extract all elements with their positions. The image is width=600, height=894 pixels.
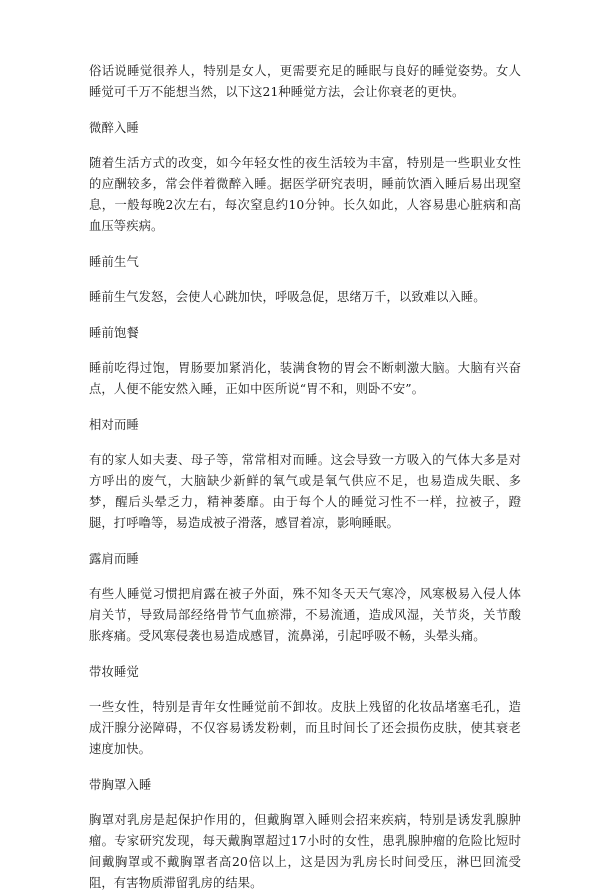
section-heading: 露肩而睡 [89, 552, 139, 566]
section-paragraph: 有些人睡觉习惯把肩露在被子外面，殊不知冬天天气寒冷，风寒极易入侵人体肩关节，导致局部经络骨节气血瘀滞，不易流通，造成风湿，关节炎，关节酸胀疼痛。受风寒侵袭也易造成感冒，流鼻涕，引起呼吸不畅，头晕头痛。 [89, 587, 521, 643]
section-heading: 相对而睡 [89, 418, 139, 432]
section-paragraph: 随着生活方式的改变，如今年轻女性的夜生活较为丰富，特别是一些职业女性的应酬较多，常会伴着微醉入睡。据医学研究表明，睡前饮酒入睡后易出现窒息，一般每晚2次左右，每次窒息约10分钟。长久如此，人容易患心脏病和高血压等疾病。 [89, 156, 521, 233]
section-heading: 微醉入睡 [89, 121, 139, 135]
section-paragraph: 睡前生气发怒，会使人心跳加快，呼吸急促，思绪万千，以致难以入睡。 [89, 290, 486, 304]
section-heading: 带妆睡觉 [89, 665, 139, 679]
section-paragraph: 胸罩对乳房是起保护作用的，但戴胸罩入睡则会招来疾病，特别是诱发乳腺肿瘤。专家研究发现，每天戴胸罩超过17小时的女性，患乳腺肿瘤的危险比短时间戴胸罩或不戴胸罩者高20倍以上，这是因为乳房长时间受压，淋巴回流受阻，有害物质滞留乳房的结果。 [89, 813, 521, 890]
intro-paragraph: 俗话说睡觉很养人，特别是女人，更需要充足的睡眠与良好的睡觉姿势。女人睡觉可千万不能想当然，以下这21种睡觉方法，会让你衰老的更快。 [89, 64, 521, 99]
section-paragraph: 一些女性，特别是青年女性睡觉前不卸妆。皮肤上残留的化妆品堵塞毛孔，造成汗腺分泌障碍，不仅容易诱发粉刺，而且时间长了还会损伤皮肤，使其衰老速度加快。 [89, 700, 521, 756]
section-paragraph: 有的家人如夫妻、母子等，常常相对而睡。这会导致一方吸入的气体大多是对方呼出的废气，大脑缺少新鲜的氧气或是氧气供应不足，也易造成失眠、多梦，醒后头晕乏力，精神萎靡。由于每个人的睡觉习性不一样，拉被子，蹬腿，打呼噜等，易造成被子滑落，感冒着凉，影响睡眠。 [89, 453, 521, 530]
article [89, 61, 521, 894]
section-heading: 睡前生气 [89, 255, 139, 269]
section-heading: 带胸罩入睡 [89, 778, 152, 792]
section-heading: 睡前饱餐 [89, 326, 139, 340]
section-paragraph: 睡前吃得过饱，胃肠要加紧消化，装满食物的胃会不断刺激大脑。大脑有兴奋点，人便不能安然入睡，正如中医所说“胃不和，则卧不安”。 [89, 361, 521, 396]
